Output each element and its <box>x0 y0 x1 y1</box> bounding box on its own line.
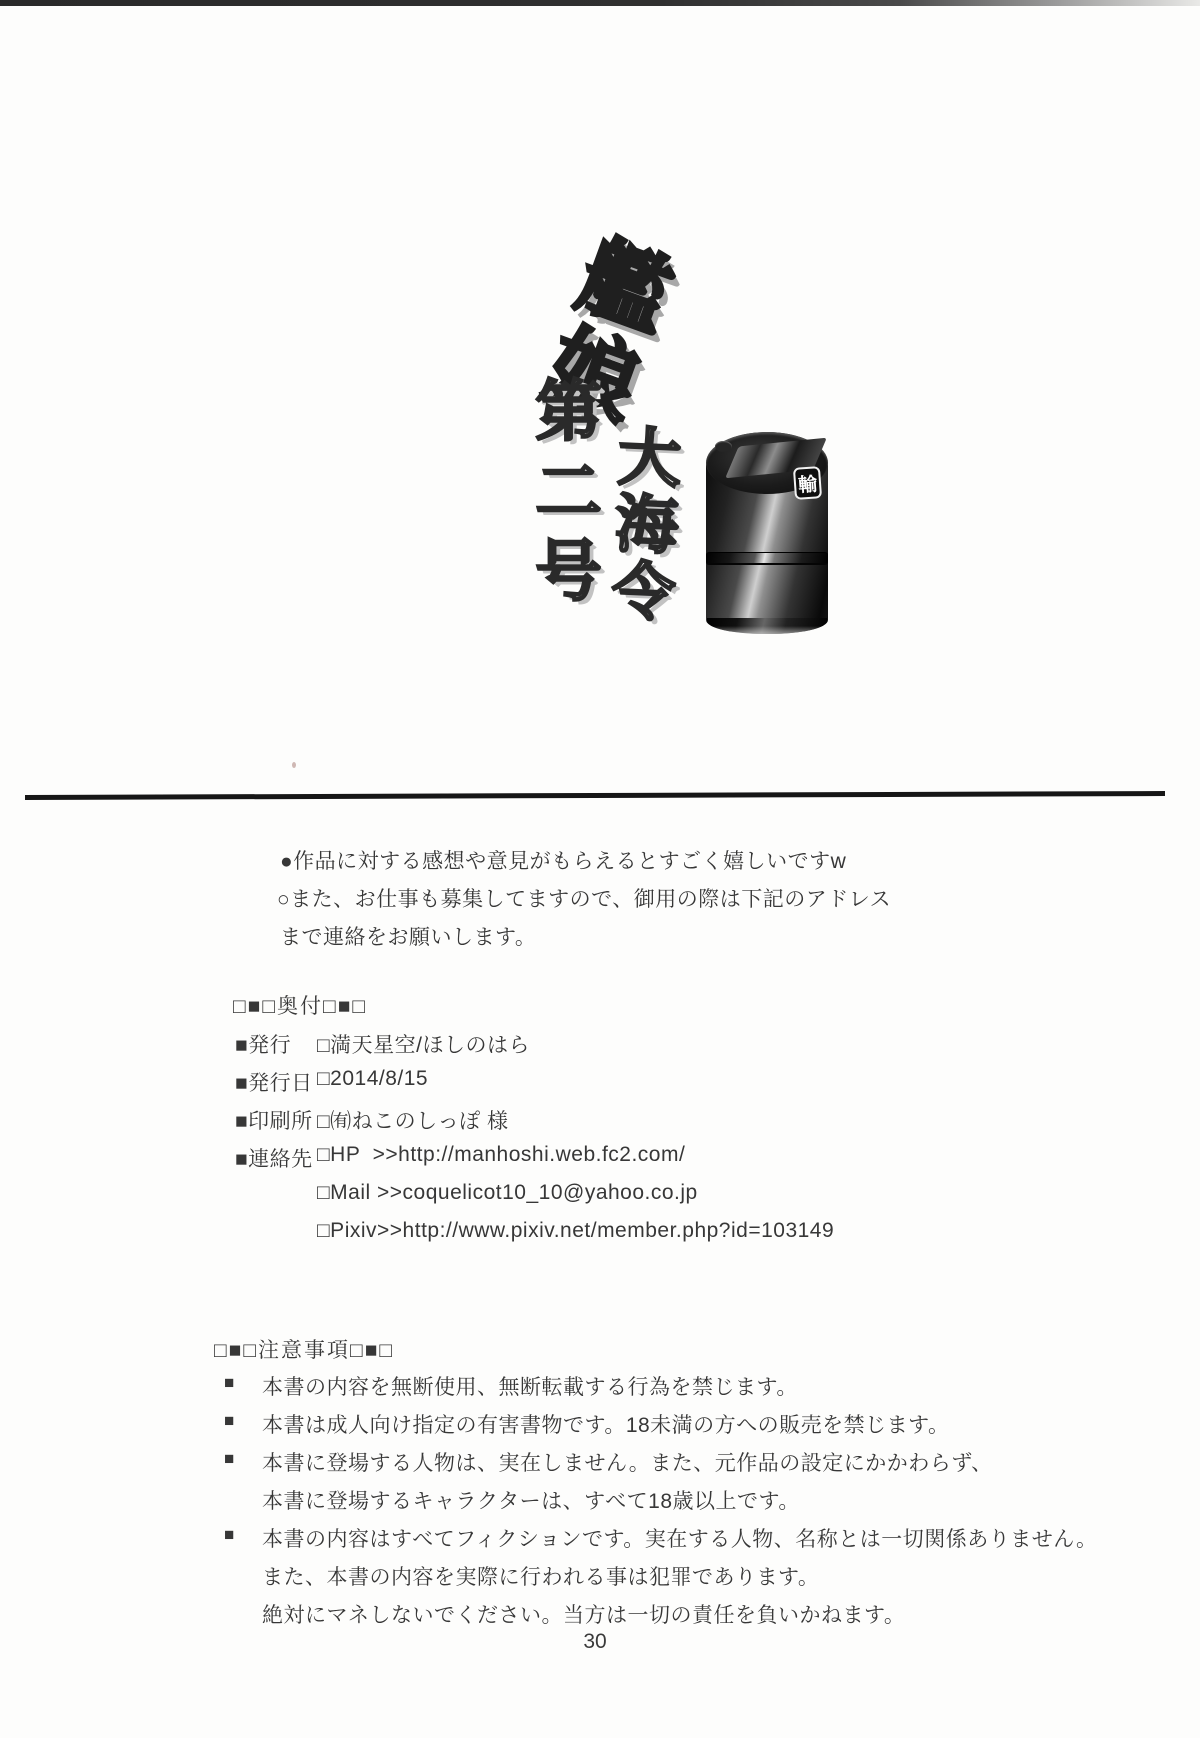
title-column-dai-ni-gou: 第二号 <box>526 376 600 616</box>
horizontal-divider-rule <box>25 791 1165 800</box>
oil-drum-scan-fade <box>702 626 832 644</box>
note-text: 本書に登場するキャラクターは、すべて18歳以上です。 <box>262 1490 800 1513</box>
oil-drum-rib <box>706 552 828 565</box>
note-bullet-icon: ■ <box>224 1411 235 1430</box>
note-text: また、本書の内容を実際に行われる事は犯罪であります。 <box>262 1566 820 1589</box>
colophon-label-blank <box>235 1181 317 1205</box>
colophon-label-publish-date: ■発行日 <box>235 1072 313 1095</box>
colophon-value-publisher: □満天星空/ほしのはら <box>317 1034 531 1057</box>
oil-drum-kanji-label: 輸 <box>793 466 822 500</box>
note-bullet-blank <box>224 1485 262 1515</box>
title-column-taikairei: 大海令 <box>601 422 681 627</box>
colophon-value-pixiv-url: □Pixiv>>http://www.pixiv.net/member.php?id=103149 <box>317 1219 835 1242</box>
note-item-all-fiction <box>224 1523 1098 1553</box>
note-item-no-imitation <box>224 1599 905 1629</box>
note-item-crime-warning <box>224 1561 819 1591</box>
intro-line-2: ○また、お仕事も募集してますので、御用の際は下記のアドレス <box>277 888 892 911</box>
note-bullet-icon: ■ <box>224 1449 235 1468</box>
colophon-row-contact-hp <box>235 1143 685 1173</box>
colophon-row-publish-date <box>235 1067 428 1097</box>
colophon-section-header: □■□奥付□■□ <box>233 995 368 1018</box>
colophon-value-mail-address: □Mail >>coquelicot10_10@yahoo.co.jp <box>317 1181 698 1204</box>
note-text: 本書の内容はすべてフィクションです。実在する人物、名称とは一切関係ありません。 <box>262 1528 1098 1551</box>
note-bullet-blank <box>224 1599 262 1629</box>
colophon-label-blank-2 <box>235 1219 317 1243</box>
intro-line-1: ●作品に対する感想や意見がもらえるとすごく嬉しいですw <box>280 850 847 873</box>
colophon-row-contact-pixiv <box>235 1219 834 1243</box>
note-text: 絶対にマネしないでください。当方は一切の責任を負いかねます。 <box>262 1604 906 1627</box>
note-item-no-reproduction <box>224 1371 798 1401</box>
note-text: 本書の内容を無断使用、無断転載する行為を禁じます。 <box>262 1376 798 1399</box>
oil-drum-bung-cap <box>715 441 732 452</box>
note-text: 本書は成人向け指定の有害書物です。18未満の方への販売を禁じます。 <box>262 1414 950 1437</box>
title-logo-kanmusu: 艦娘 <box>524 222 682 434</box>
note-bullet-icon: ■ <box>224 1373 235 1392</box>
colophon-label-contact: ■連絡先 <box>235 1148 313 1171</box>
colophon-value-publish-date: □2014/8/15 <box>317 1067 429 1090</box>
intro-line-3: まで連絡をお願いします。 <box>280 926 537 949</box>
colophon-value-hp-url: □HP >>http://manhoshi.web.fc2.com/ <box>317 1143 686 1166</box>
note-item-characters-over-18 <box>224 1485 800 1515</box>
note-bullet-icon: ■ <box>224 1525 235 1544</box>
colophon-label-printer: ■印刷所 <box>235 1110 313 1133</box>
oil-drum-image <box>706 430 828 640</box>
colophon-row-contact-mail <box>235 1181 698 1205</box>
colophon-row-printer <box>235 1105 509 1135</box>
colophon-label-publisher: ■発行 <box>235 1034 292 1057</box>
note-item-adult-only <box>224 1409 950 1439</box>
note-item-fictional-characters <box>224 1447 993 1477</box>
colophon-value-printer: □㈲ねこのしっぽ 様 <box>317 1110 509 1133</box>
note-text: 本書に登場する人物は、実在しません。また、元作品の設定にかかわらず、 <box>262 1452 993 1475</box>
note-bullet-blank <box>224 1561 262 1591</box>
scan-artifact-top <box>0 0 1200 6</box>
notes-section-header: □■□注意事項□■□ <box>214 1339 395 1362</box>
scan-speck <box>292 762 296 768</box>
colophon-row-publisher <box>235 1029 530 1059</box>
page-number: 30 <box>583 1630 607 1653</box>
